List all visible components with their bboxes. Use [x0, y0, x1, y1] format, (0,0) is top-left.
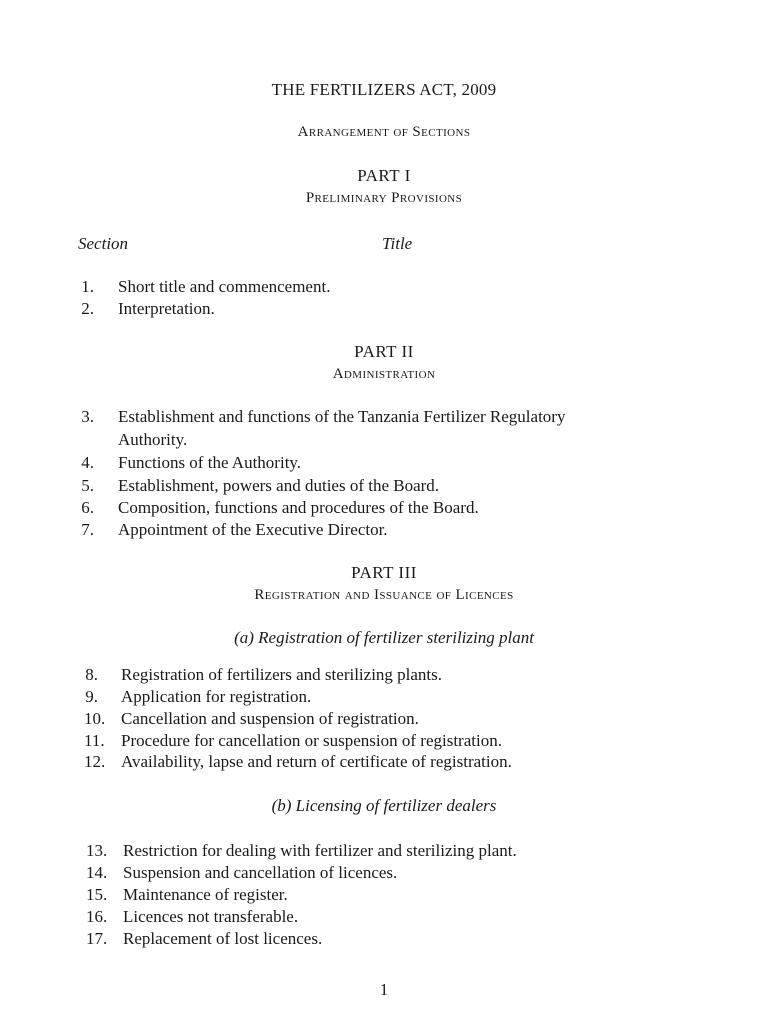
page-number: 1	[379, 980, 389, 999]
act-title: THE FERTILIZERS ACT, 2009	[271, 80, 497, 99]
list-item-continuation: Authority.	[118, 430, 188, 449]
document-page: THE FERTILIZERS ACT, 2009 Arrangement of Sections PART I Preliminary Provisions Section Title 1. Short title and commencement. 2. Interpretation. PART II Administration 3. Establishment and functions of the Tanzania Fertilizer Regulatory Authority. 4. Functions of the Authority. 5. Establishment, powers and duties of the Board. 6. Composition, functions and procedures of the Board. 7. Appointment of the Executive Director. PART III Registration and Issuance of Licences (a) Registration of fertilizer sterilizing plant 8. Registration of fertilizers and sterilizing plants. 9. Application for registration. 10. Cancellation and suspension of registration. 11. Procedure for cancellation or suspension of registration. 12. Availability, lapse and return of certificate of registration. (b) Licensing of fertilizer dealers 13. Restriction for dealing with fertilizer and sterilizing plant. 14. Suspension and cancellation of licences. 15. Maintenance of register. 16. Licences not transferable. 17. Replacement of lost licences. 1	[0, 0, 768, 1024]
part-2-name: Administration	[332, 366, 436, 382]
part-2-heading: PART II	[354, 342, 414, 361]
title-column-header: Title	[382, 234, 413, 253]
subsection-b-heading: (b) Licensing of fertilizer dealers	[271, 796, 497, 815]
arrangement-heading: Arrangement of Sections	[297, 124, 471, 140]
part-3-name: Registration and Issuance of Licences	[254, 587, 514, 603]
subsection-a-heading: (a) Registration of fertilizer sterilizing plant	[234, 628, 534, 647]
part-1-name: Preliminary Provisions	[305, 190, 463, 206]
section-column-header: Section	[78, 234, 129, 253]
part-3-heading: PART III	[351, 563, 417, 582]
part-1-heading: PART I	[357, 166, 411, 185]
